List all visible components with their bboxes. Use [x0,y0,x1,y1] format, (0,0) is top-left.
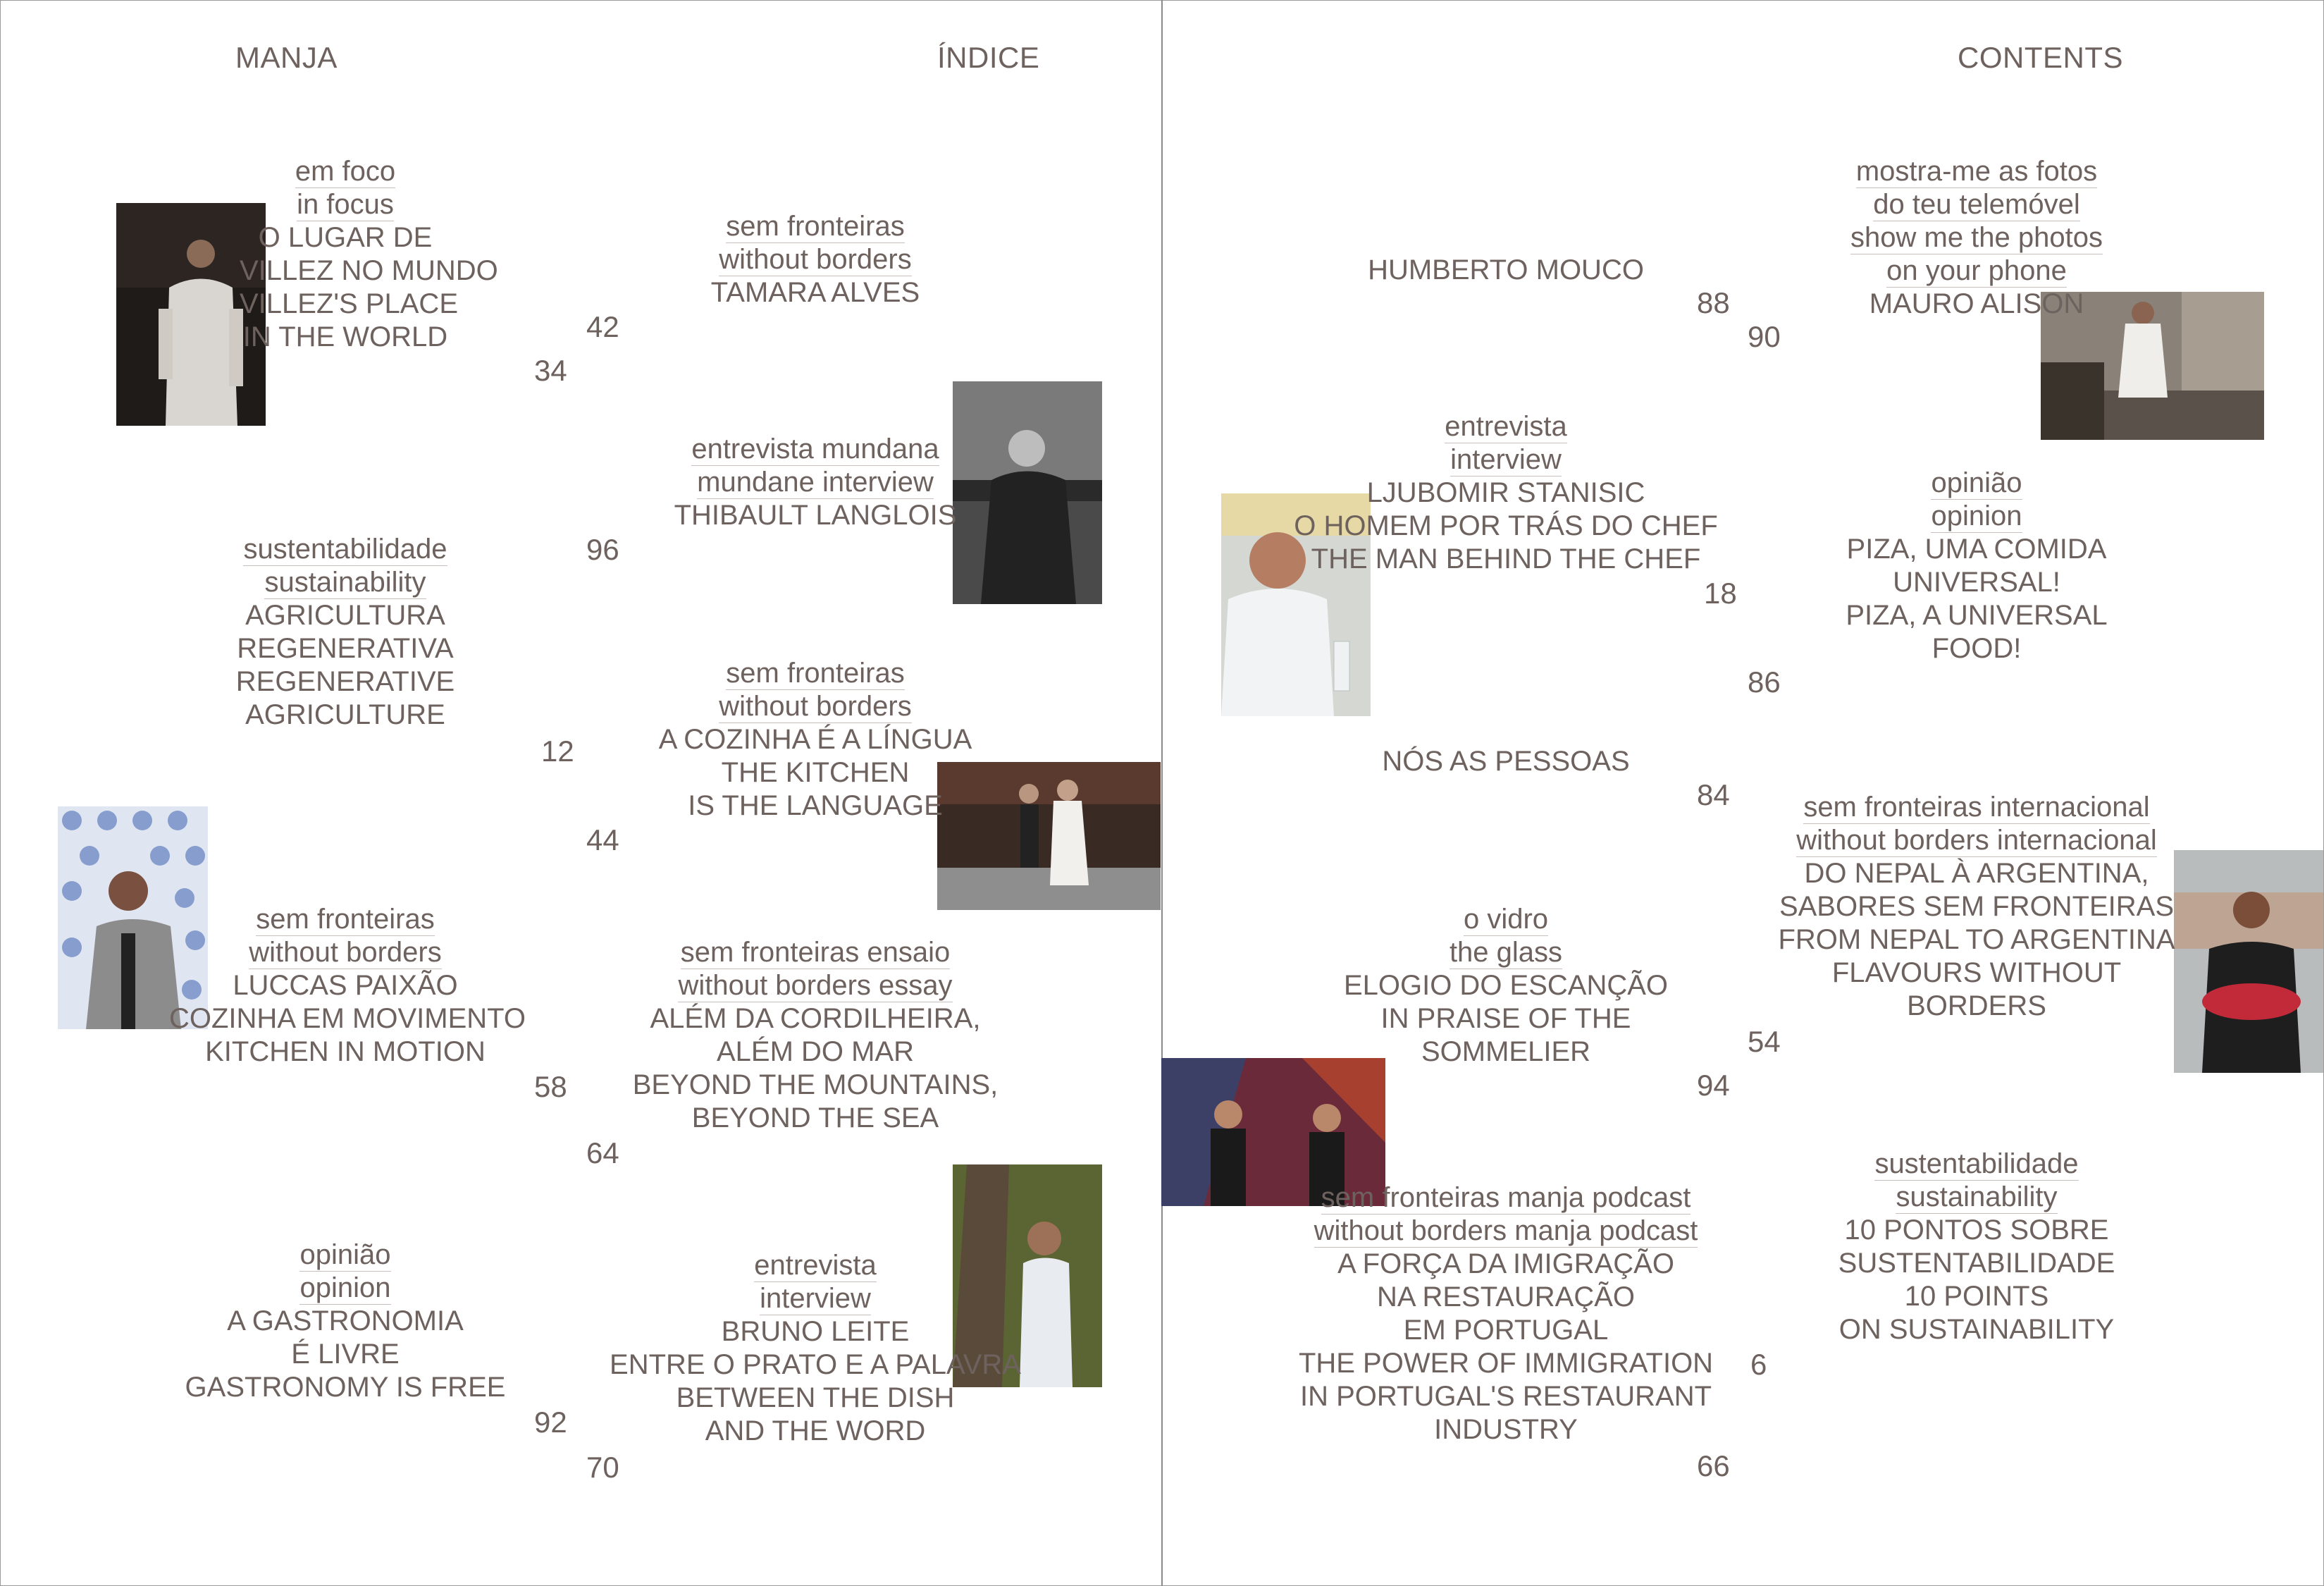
page-number: 70 [586,1451,619,1484]
bruno-entry: entrevista interview BRUNO LEITE ENTRE O PRATO E A PALAVRA BETWEEN THE DISH AND THE WORD [610,1250,1021,1446]
mauro-entry: mostra-me as fotos do teu telemóvel show me the photos on your phone MAURO ALISON [1850,156,2103,319]
page-number: 44 [586,823,619,856]
piza-entry: opinião opinion PIZA, UMA COMIDA UNIVERSAL! PIZA, A UNIVERSAL FOOD! [1846,467,2108,664]
page-number: 54 [1748,1025,1781,1058]
infocus-entry [268,155,423,221]
page-number: 66 [1697,1449,1730,1482]
page-number: 58 [534,1070,567,1103]
page-number: 84 [1697,778,1730,811]
page-number: 94 [1697,1069,1730,1102]
page-number: 88 [1697,286,1730,319]
opiniao-left-entry: opinião opinion A GASTRONOMIA É LIVRE GASTRONOMY IS FREE [185,1239,506,1403]
contents-heading: CONTENTS [1958,41,2123,74]
page-number: 12 [541,734,574,768]
thibault-entry: entrevista mundana mundane interview THIBAULT LANGLOIS [674,434,957,531]
podcast-entry: sem fronteiras manja podcast without borders manja podcast A FORÇA DA IMIGRAÇÃO NA RESTAURAÇÃO EM PORTUGAL THE POWER OF IMMIGRATION IN PORTUGAL'S RESTAURANT INDUSTRY [1298,1182,1714,1445]
page-number: 86 [1748,665,1781,699]
section-label-en: in focus [297,189,394,220]
cozinha-entry: sem fronteiras without borders A COZINHA É A LÍNGUA THE KITCHEN IS THE LANGUAGE [658,658,972,821]
section-label: em foco [295,156,396,187]
page-number: 6 [1750,1348,1767,1381]
page-number: 18 [1704,577,1737,610]
cordilheira-entry: sem fronteiras ensaio without borders essay ALÉM DA CORDILHEIRA, ALÉM DO MAR BEYOND THE MOUNTAINS, BEYOND THE SEA [632,937,999,1133]
tamara-entry: sem fronteiras without borders TAMARA ALVES [710,211,920,308]
page-number: 42 [586,310,619,343]
ljubomir-entry: entrevista interview LJUBOMIR STANISIC O HOMEM POR TRÁS DO CHEF THE MAN BEHIND THE CHEF [1294,411,1718,574]
index-heading: ÍNDICE [937,41,1040,74]
page-number: 90 [1748,320,1781,353]
humberto-entry: HUMBERTO MOUCO [1368,254,1644,285]
page-number: 64 [586,1136,619,1169]
vidro-entry: o vidro the glass ELOGIO DO ESCANÇÃO IN PRAISE OF THE SOMMELIER [1343,904,1669,1067]
sustainability-right-entry: sustentabilidade sustainability 10 PONTOS SOBRE SUSTENTABILIDADE 10 POINTS ON SUSTAINABILITY [1838,1148,2115,1345]
page-number: 92 [534,1406,567,1439]
magazine-title: MANJA [235,41,338,74]
spread-gutter [1161,0,1163,1586]
page-number: 34 [534,354,567,387]
luccas-entry: sem fronteiras without borders LUCCAS PAIXÃO COZINHA EM MOVIMENTO KITCHEN IN MOTION [169,904,526,1067]
nos-entry: NÓS AS PESSOAS [1382,746,1630,777]
sustainability-left-entry: sustentabilidade sustainability AGRICULTURA REGENERATIVA REGENERATIVE AGRICULTURE [235,534,455,730]
infocus-title: O LUGAR DE VILLEZ NO MUNDO VILLEZ'S PLACE IN THE WORLD [240,222,498,352]
nepal-entry: sem fronteiras internacional without borders internacional DO NEPAL À ARGENTINA, SABORES SEM FRONTEIRAS FROM NEPAL TO ARGENTINA FLAVOURS WITHOUT BORDERS [1778,792,2175,1021]
page-number: 96 [586,533,619,566]
